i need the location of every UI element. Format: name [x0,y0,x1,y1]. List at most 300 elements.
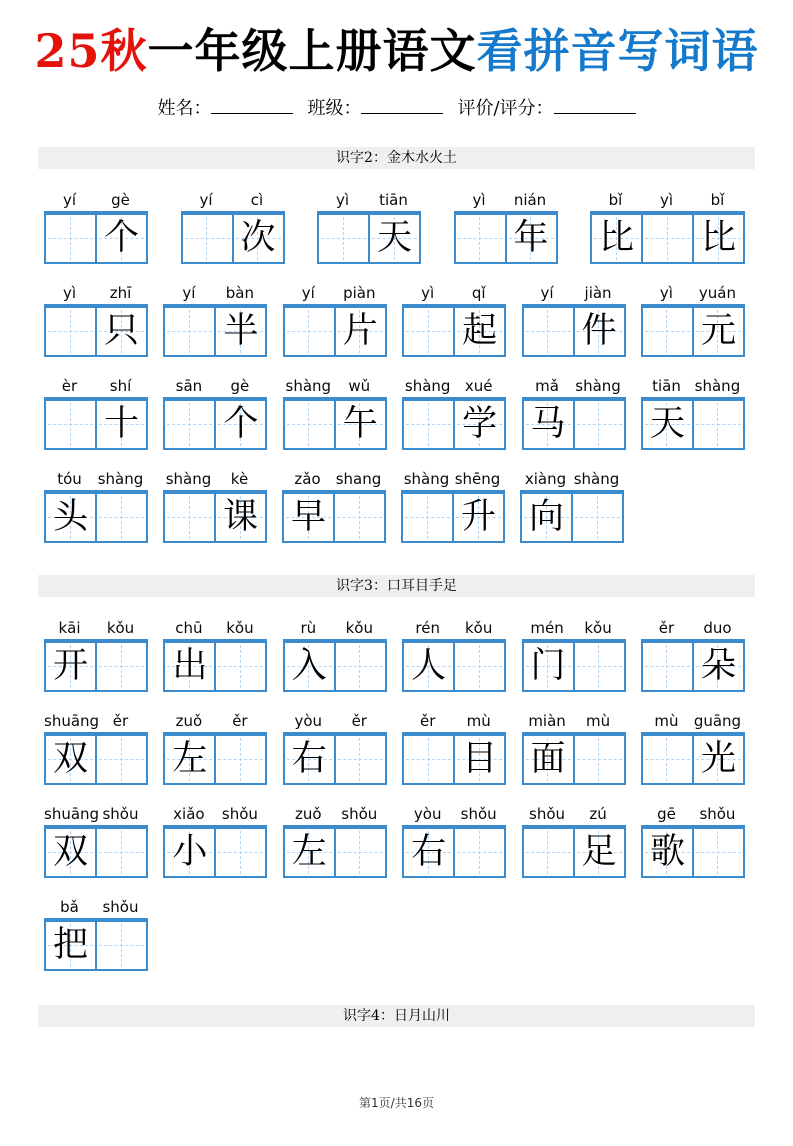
filled-writing-cell [165,643,214,690]
pinyin-syllable: shuāng [44,712,100,731]
empty-writing-cell [214,829,265,876]
pinyin-syllable: ěr [112,712,129,731]
empty-writing-cell [404,401,453,448]
pinyin-row [163,466,267,490]
writing-boxes [402,732,506,785]
name-label: 姓名： [157,98,212,120]
pinyin-row [402,615,506,639]
hanzi-character: 早 [290,497,326,538]
pinyin-row [402,801,506,825]
pinyin-syllable: yòu [413,805,442,824]
hanzi-character: 马 [530,404,566,445]
empty-writing-cell [165,308,214,355]
pinyin-syllable: kǒu [106,619,135,638]
pinyin-syllable: miàn [528,712,566,731]
title-part-black: 一年级上册语文 [147,24,477,78]
hanzi-character: 左 [291,832,327,873]
word-group [522,615,626,692]
empty-writing-cell [285,401,334,448]
empty-writing-cell [46,215,95,262]
filled-writing-cell [524,643,573,690]
pinyin-syllable: shēng [454,470,501,489]
pinyin-syllable: tiān [652,377,681,396]
hanzi-character: 出 [172,646,208,687]
pinyin-syllable: ěr [351,712,367,731]
empty-writing-cell [573,401,624,448]
hanzi-character: 双 [52,739,88,780]
writing-boxes [44,639,148,692]
pinyin-row [163,801,267,825]
hanzi-character: 目 [462,739,498,780]
pinyin-syllable: mù [466,712,491,731]
filled-writing-cell [524,736,573,783]
word-group [641,708,745,785]
hanzi-character: 比 [700,218,736,259]
empty-writing-cell [319,215,368,262]
pinyin-syllable: xiǎo [173,805,205,824]
pinyin-syllable: yuán [698,284,736,303]
pinyin-row [641,708,745,732]
word-group [44,615,148,692]
pinyin-syllable: kǒu [226,619,254,638]
title-part-red: 25秋 [34,24,148,78]
pinyin-row [181,187,285,211]
empty-writing-cell [643,308,692,355]
pinyin-syllable: sān [175,377,203,396]
filled-writing-cell [214,494,265,541]
empty-writing-cell [641,215,692,262]
pinyin-row [641,801,745,825]
pinyin-syllable: yì [62,284,77,303]
pinyin-syllable: yí [540,284,554,303]
empty-writing-cell [95,494,146,541]
pinyin-syllable: shàng [285,377,332,396]
pinyin-row [402,280,506,304]
hanzi-character: 右 [411,832,447,873]
pinyin-syllable: gē [657,805,676,824]
filled-writing-cell [46,494,95,541]
pinyin-syllable: zuǒ [295,805,322,824]
pinyin-row [283,615,387,639]
filled-writing-cell [505,215,556,262]
hanzi-character: 朵 [700,646,736,687]
writing-boxes [181,211,285,264]
hanzi-character: 片 [342,311,378,352]
word-group [181,187,285,264]
hanzi-character: 元 [700,311,736,352]
word-group [163,466,267,543]
writing-boxes [454,211,558,264]
hanzi-character: 门 [530,646,566,687]
pinyin-syllable: mǎ [535,377,559,396]
pinyin-row [641,373,745,397]
pinyin-syllable: yì [659,284,673,303]
word-row [44,466,745,543]
word-group [282,466,386,543]
word-group [44,466,148,543]
page-title [0,24,793,79]
filled-writing-cell [46,736,95,783]
pinyin-syllable: rén [415,619,440,638]
pinyin-syllable: rù [300,619,317,638]
hanzi-character: 左 [172,739,208,780]
hanzi-character: 歌 [649,832,685,873]
filled-writing-cell [232,215,283,262]
word-group [402,373,506,450]
pinyin-syllable: cì [250,191,264,210]
writing-boxes [283,825,387,878]
word-group [402,280,506,357]
pinyin-syllable: bǐ [710,191,725,210]
pinyin-syllable: shǒu [102,898,139,917]
pinyin-syllable: shǒu [221,805,258,824]
pinyin-row [283,801,387,825]
pinyin-row [401,466,505,490]
filled-writing-cell [692,215,743,262]
section-rows [44,187,745,543]
word-group [44,801,148,878]
pinyin-syllable: èr [61,377,78,396]
pinyin-syllable: shǒu [529,805,566,824]
word-group [641,615,745,692]
empty-writing-cell [333,494,384,541]
pinyin-syllable: zuǒ [175,712,203,731]
word-group [641,373,745,450]
pinyin-row [520,466,624,490]
pinyin-row [44,894,148,918]
word-group [163,615,267,692]
word-group [44,708,148,785]
pinyin-syllable: qǐ [471,284,486,303]
writing-boxes [44,825,148,878]
hanzi-character: 件 [581,311,617,352]
pinyin-syllable: tóu [57,470,82,489]
writing-boxes [641,397,745,450]
writing-boxes [522,732,626,785]
word-row [44,708,745,785]
pinyin-row [44,280,148,304]
word-group [283,280,387,357]
word-group [522,373,626,450]
pinyin-syllable: shǒu [699,805,736,824]
filled-writing-cell [643,829,692,876]
writing-boxes [163,825,267,878]
word-group [283,615,387,692]
filled-writing-cell [95,401,146,448]
filled-writing-cell [46,922,95,969]
empty-writing-cell [692,401,743,448]
writing-boxes [163,304,267,357]
word-group [402,708,506,785]
writing-boxes [44,918,148,971]
pinyin-syllable: kāi [58,619,81,638]
pinyin-syllable: mén [530,619,564,638]
writing-boxes [522,639,626,692]
filled-writing-cell [95,308,146,355]
writing-boxes [163,490,267,543]
filled-writing-cell [453,308,504,355]
filled-writing-cell [592,215,641,262]
filled-writing-cell [285,643,334,690]
writing-boxes [522,397,626,450]
filled-writing-cell [573,829,624,876]
empty-writing-cell [214,736,265,783]
pinyin-syllable: gè [230,377,250,396]
empty-writing-cell [453,643,504,690]
word-group [401,466,505,543]
pinyin-row [522,801,626,825]
empty-writing-cell [403,494,452,541]
pinyin-syllable: yì [421,284,435,303]
writing-boxes [641,732,745,785]
pinyin-syllable: mù [586,712,611,731]
hanzi-character: 起 [462,311,498,352]
pinyin-row [44,615,148,639]
hanzi-character: 人 [411,646,447,687]
pinyin-syllable: duo [703,619,732,638]
word-group [641,280,745,357]
pinyin-syllable: yí [199,191,213,210]
pinyin-syllable: nián [513,191,547,210]
pinyin-syllable: shǒu [341,805,378,824]
hanzi-character: 个 [223,404,259,445]
filled-writing-cell [285,829,334,876]
pinyin-syllable: ěr [658,619,675,638]
pinyin-syllable: yí [301,284,315,303]
pinyin-row [641,615,745,639]
hanzi-character: 比 [598,218,634,259]
writing-boxes [283,304,387,357]
filled-writing-cell [334,401,385,448]
filled-writing-cell [95,215,146,262]
student-info-line [0,95,793,121]
word-group [44,187,148,264]
word-group [163,801,267,878]
word-group [317,187,421,264]
pinyin-syllable: shàng [404,377,451,396]
pinyin-syllable: kè [230,470,249,489]
word-row [44,801,745,878]
filled-writing-cell [285,736,334,783]
filled-writing-cell [643,401,692,448]
word-group [283,373,387,450]
writing-boxes [44,490,148,543]
word-group [163,708,267,785]
filled-writing-cell [404,643,453,690]
pinyin-row [282,466,386,490]
empty-writing-cell [334,736,385,783]
empty-writing-cell [453,829,504,876]
empty-writing-cell [165,494,214,541]
pinyin-row [163,708,267,732]
empty-writing-cell [165,401,214,448]
pinyin-row [522,708,626,732]
hanzi-character: 只 [103,311,139,352]
pinyin-syllable: shí [109,377,132,396]
hanzi-character: 把 [52,925,88,966]
page-number: 第1页/共16页 [359,1096,434,1110]
empty-writing-cell [643,736,692,783]
empty-writing-cell [573,643,624,690]
empty-writing-cell [573,736,624,783]
pinyin-row [44,373,148,397]
writing-boxes [641,304,745,357]
pinyin-syllable: bǎ [60,898,79,917]
writing-boxes [317,211,421,264]
filled-writing-cell [284,494,333,541]
hanzi-character: 升 [460,497,496,538]
section-header: 识字3：口耳目手足 [38,575,755,597]
pinyin-syllable: shàng [573,470,620,489]
filled-writing-cell [214,308,265,355]
hanzi-character: 天 [376,218,412,259]
filled-writing-cell [165,829,214,876]
pinyin-syllable: ěr [419,712,436,731]
pinyin-syllable: yòu [294,712,323,731]
pinyin-row [163,280,267,304]
pinyin-row [44,708,148,732]
writing-boxes [520,490,624,543]
writing-boxes [283,639,387,692]
filled-writing-cell [404,829,453,876]
word-group [283,801,387,878]
hanzi-character: 头 [52,497,88,538]
word-group [641,801,745,878]
hanzi-character: 年 [513,218,549,259]
hanzi-character: 小 [172,832,208,873]
filled-writing-cell [165,736,214,783]
filled-writing-cell [453,401,504,448]
writing-boxes [522,825,626,878]
pinyin-syllable: zú [589,805,607,824]
pinyin-row [522,373,626,397]
writing-boxes [44,211,148,264]
empty-writing-cell [95,922,146,969]
empty-writing-cell [456,215,505,262]
pinyin-syllable: xiàng [524,470,567,489]
section-rows [44,615,745,971]
writing-boxes [44,732,148,785]
pinyin-syllable: yì [472,191,486,210]
hanzi-character: 次 [240,218,276,259]
pinyin-syllable: kǒu [345,619,373,638]
hanzi-character: 双 [52,832,88,873]
empty-writing-cell [692,829,743,876]
empty-writing-cell [571,494,622,541]
pinyin-row [590,187,745,211]
pinyin-syllable: shǒu [102,805,139,824]
pinyin-syllable: shàng [165,470,212,489]
writing-boxes [163,397,267,450]
pinyin-syllable: xué [464,377,493,396]
word-group [522,801,626,878]
hanzi-character: 足 [581,832,617,873]
word-group [44,894,148,971]
pinyin-row [283,280,387,304]
pinyin-syllable: kǒu [464,619,493,638]
pinyin-syllable: bàn [225,284,254,303]
pinyin-syllable: jiàn [584,284,612,303]
writing-boxes [402,397,506,450]
writing-boxes [401,490,505,543]
word-group [520,466,624,543]
writing-boxes [402,639,506,692]
pinyin-row [283,708,387,732]
empty-writing-cell [46,401,95,448]
word-row [44,187,745,264]
pinyin-syllable: zǎo [294,470,321,489]
pinyin-row [317,187,421,211]
pinyin-syllable: shang [335,470,382,489]
writing-boxes [282,490,386,543]
pinyin-syllable: piàn [343,284,376,303]
pinyin-syllable: shàng [97,470,144,489]
filled-writing-cell [46,829,95,876]
pinyin-row [44,187,148,211]
empty-writing-cell [46,308,95,355]
writing-boxes [641,639,745,692]
pinyin-row [163,615,267,639]
pinyin-row [522,615,626,639]
section-header: 识字4：日月山川 [38,1005,755,1027]
title-part-blue: 看拼音写词语 [476,24,759,78]
filled-writing-cell [334,308,385,355]
name-blank-line [211,95,293,114]
hanzi-character: 向 [528,497,564,538]
writing-boxes [44,304,148,357]
pinyin-syllable: chū [175,619,203,638]
writing-boxes [163,639,267,692]
pinyin-syllable: yì [335,191,350,210]
writing-boxes [402,825,506,878]
pinyin-syllable: gè [111,191,130,210]
hanzi-character: 天 [649,404,685,445]
empty-writing-cell [95,736,146,783]
pinyin-syllable: bǐ [608,191,623,210]
empty-writing-cell [404,736,453,783]
pinyin-syllable: tiān [379,191,408,210]
word-group [590,187,745,264]
filled-writing-cell [692,736,743,783]
empty-writing-cell [524,829,573,876]
pinyin-row [454,187,558,211]
pinyin-row [641,280,745,304]
word-group [402,615,506,692]
empty-writing-cell [524,308,573,355]
word-group [44,373,148,450]
word-group [402,801,506,878]
empty-writing-cell [334,643,385,690]
empty-writing-cell [95,643,146,690]
hanzi-character: 个 [103,218,139,259]
empty-writing-cell [285,308,334,355]
word-group [522,280,626,357]
filled-writing-cell [524,401,573,448]
writing-boxes [522,304,626,357]
pinyin-row [402,373,506,397]
score-blank-line [554,95,636,114]
filled-writing-cell [692,643,743,690]
pinyin-row [522,280,626,304]
pinyin-syllable: guāng [693,712,742,731]
word-group [283,708,387,785]
word-row [44,373,745,450]
word-row [44,615,745,692]
pinyin-syllable: shàng [694,377,741,396]
pinyin-syllable: yí [182,284,196,303]
section-header: 识字2：金木水火土 [38,147,755,169]
pinyin-syllable: shàng [575,377,621,396]
